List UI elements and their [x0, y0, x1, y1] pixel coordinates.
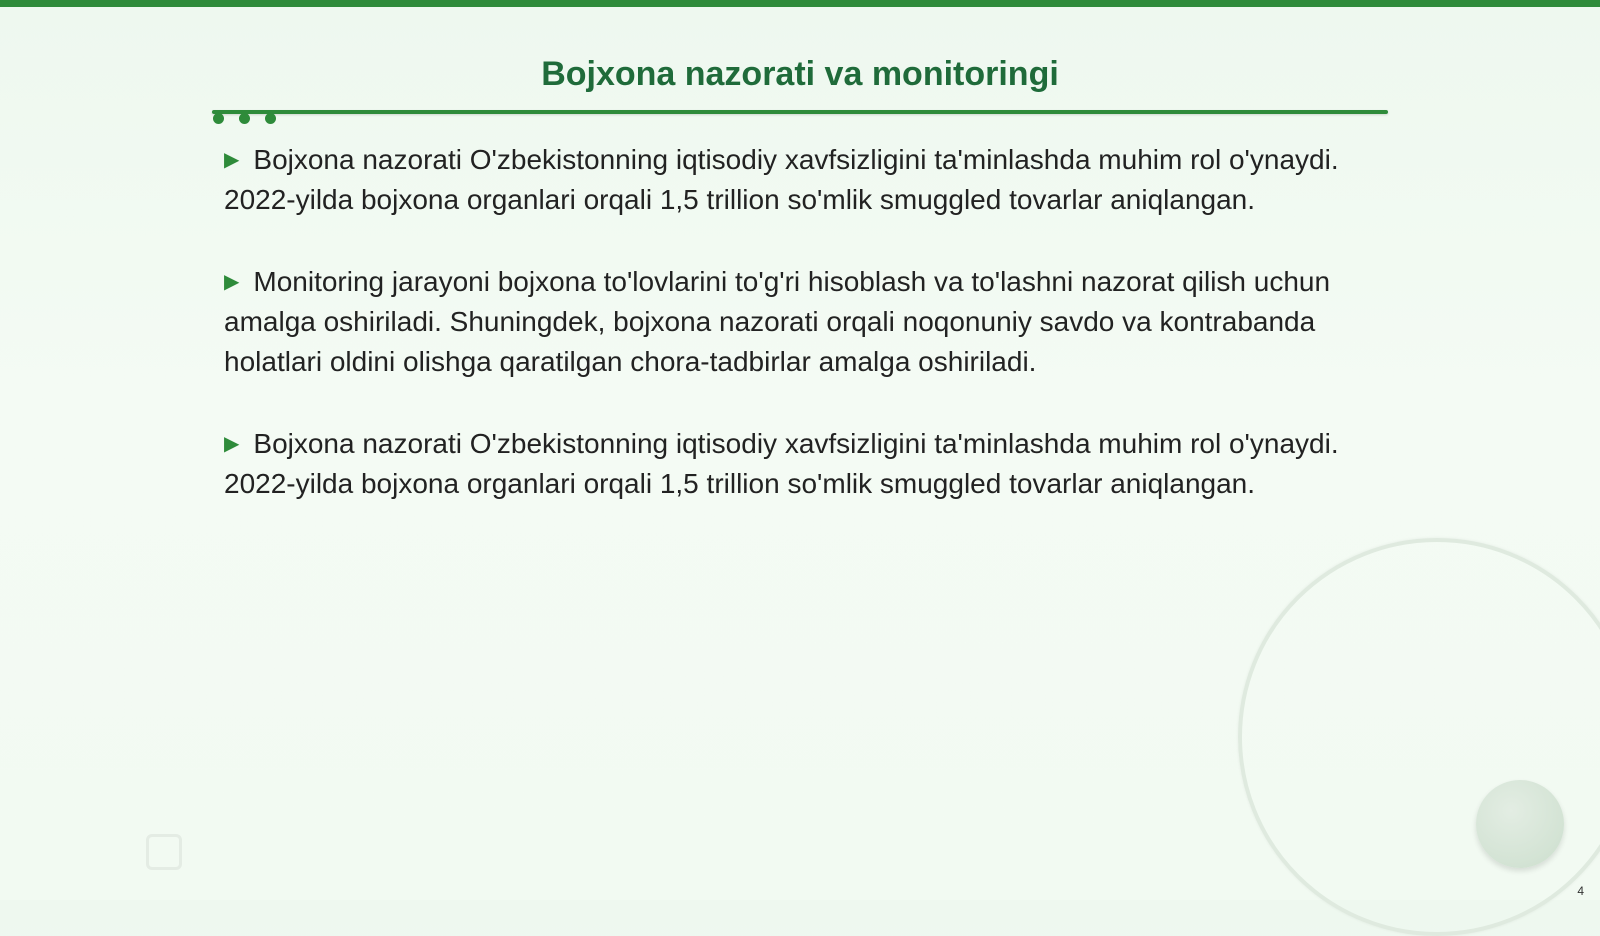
triangle-bullet-icon: ▶ [224, 149, 240, 171]
triangle-bullet-icon: ▶ [224, 271, 240, 293]
decorative-ring [1238, 538, 1600, 936]
bullet-text: Monitoring jarayoni bojxona to'lovlarini to'g'ri hisoblash va to'lashni nazorat qilish uchun amalga oshiriladi. Shuningdek, bojxona nazorati orqali noqonuniy savdo va kontrabanda holatlari oldini olishga qaratilgan chora-tadbirlar amalga oshiriladi. [224, 266, 1331, 377]
decorative-circle [1476, 780, 1564, 868]
underline-dot [239, 113, 250, 124]
bullet-text: Bojxona nazorati O'zbekistonning iqtisodiy xavfsizligini ta'minlashda muhim rol o'ynaydi. 2022-yilda bojxona organlari orqali 1,5 trillion so'mlik smuggled tovarlar aniqlangan. [224, 428, 1339, 499]
underline-dot [213, 113, 224, 124]
page-number: 4 [1577, 884, 1584, 898]
bullet-item [224, 424, 1384, 504]
triangle-bullet-icon: ▶ [224, 433, 240, 455]
bullet-item [224, 262, 1384, 382]
bullet-item [224, 140, 1384, 220]
bullet-list [224, 140, 1384, 546]
decorative-square [146, 834, 182, 870]
underline-dot [265, 113, 276, 124]
top-accent-bar [0, 0, 1600, 7]
title-underline [212, 110, 1388, 114]
slide-title: Bojxona nazorati va monitoringi [541, 55, 1059, 93]
bullet-text: Bojxona nazorati O'zbekistonning iqtisodiy xavfsizligini ta'minlashda muhim rol o'ynaydi. 2022-yilda bojxona organlari orqali 1,5 trillion so'mlik smuggled tovarlar aniqlangan. [224, 144, 1339, 215]
